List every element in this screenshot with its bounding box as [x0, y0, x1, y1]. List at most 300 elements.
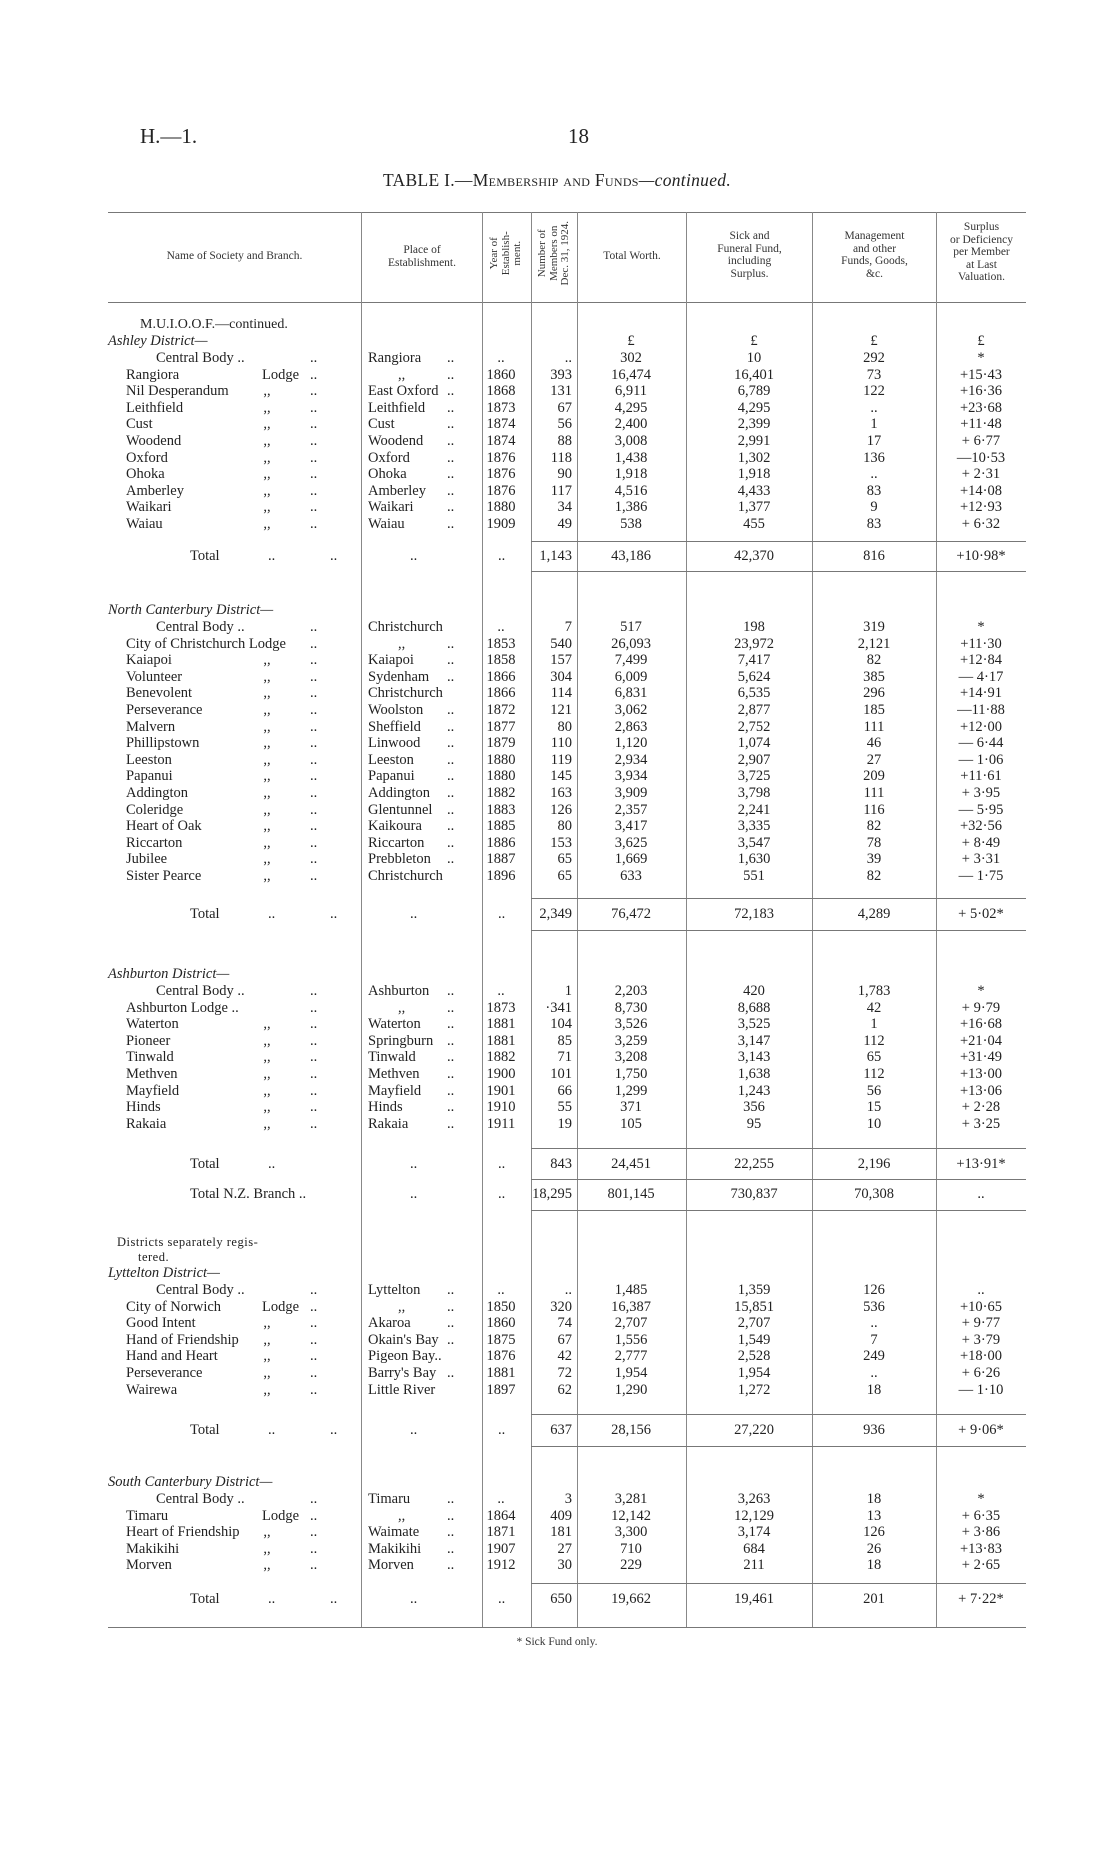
- year: 1876: [486, 449, 516, 466]
- total-worth: 6,911: [614, 383, 648, 400]
- branch-name: City of Christchurch Lodge: [126, 635, 286, 652]
- surplus: +11·30: [960, 635, 1002, 652]
- surplus: —11·88: [957, 702, 1005, 718]
- surplus: + 8·49: [961, 834, 1001, 851]
- leader-dots: ..: [310, 1049, 318, 1066]
- surplus: +10·65: [959, 1298, 1002, 1315]
- table-row: [0, 835, 1114, 852]
- members: 157: [550, 652, 572, 669]
- place: Prebbleton: [368, 851, 431, 868]
- management-funds: 82: [866, 868, 882, 884]
- leader-dots: ..: [447, 1115, 455, 1132]
- year: 1872: [486, 702, 516, 718]
- table-row: [0, 1557, 1114, 1574]
- year: 1853: [486, 635, 516, 652]
- leader-dots: ..: [447, 1557, 455, 1574]
- leader-dots: ..: [310, 1115, 318, 1132]
- surplus: +21·04: [959, 1032, 1002, 1049]
- leader-dots: ..: [310, 1016, 318, 1033]
- members: 117: [550, 482, 572, 499]
- total-worth: 2,777: [614, 1348, 648, 1365]
- table-row: [0, 1016, 1114, 1033]
- total-worth: 2,707: [614, 1315, 648, 1332]
- ditto-mark: ,,: [263, 1557, 271, 1574]
- place: Rangiora: [368, 350, 422, 366]
- report-code: H.—1.: [140, 124, 198, 148]
- leader-dots: ..: [447, 718, 455, 735]
- year: 1877: [486, 718, 516, 735]
- sick-fund: 95: [746, 1115, 762, 1132]
- place: Akaroa: [368, 1315, 411, 1332]
- members: 304: [550, 668, 572, 685]
- management-funds: 1: [870, 416, 878, 433]
- members: 56: [557, 416, 572, 433]
- total-worth: 302: [620, 350, 642, 366]
- leader-dots: ..: [310, 1524, 318, 1541]
- members: 27: [557, 1540, 572, 1557]
- total-worth: 371: [620, 1099, 642, 1116]
- sick-fund: 23,972: [734, 635, 774, 652]
- leader-dots: ..: [447, 1298, 455, 1315]
- ditto-mark: ,,: [263, 1115, 271, 1132]
- sick-fund: 1,359: [737, 1282, 771, 1298]
- year: 1910: [486, 1099, 516, 1116]
- management-funds: 26: [866, 1540, 882, 1557]
- leader-dots: ..: [447, 983, 455, 999]
- leader-dots: ..: [447, 466, 455, 483]
- members: 42: [557, 1348, 572, 1365]
- total-worth: 3,281: [614, 1491, 648, 1507]
- leader-dots: ..: [447, 482, 455, 499]
- members: 153: [550, 834, 572, 851]
- leader-dots: ..: [447, 785, 455, 801]
- management-funds: 126: [863, 1282, 885, 1298]
- leader-dots: ..: [310, 685, 318, 702]
- surplus: — 6·44: [958, 735, 1004, 752]
- table-row: [0, 752, 1114, 769]
- district-heading: Lyttelton District—: [108, 1265, 220, 1281]
- members: 163: [550, 785, 572, 801]
- ditto-mark: ,,: [263, 751, 271, 768]
- table-row: [0, 433, 1114, 450]
- year: 1874: [486, 433, 516, 449]
- leader-dots: ..: [447, 635, 455, 652]
- year: 1909: [486, 516, 516, 532]
- surplus: +13·00: [959, 1066, 1002, 1082]
- management-funds: 296: [863, 685, 885, 702]
- management-funds: 18: [866, 1557, 882, 1574]
- branch-name: Rakaia: [126, 1115, 167, 1132]
- total-worth: 1,120: [614, 735, 648, 752]
- sick-fund: 2,991: [737, 433, 771, 449]
- sick-fund: 2,877: [737, 702, 771, 718]
- members: 114: [550, 685, 572, 702]
- year: 1879: [486, 735, 516, 752]
- total-row: Total .. .. .. .. 650 19,662 19,461 201 + 7·22*: [190, 1591, 1004, 1607]
- total-worth: 3,208: [614, 1049, 648, 1066]
- leader-dots: ..: [310, 999, 318, 1016]
- members: 30: [557, 1557, 572, 1574]
- ditto-mark: ,,: [263, 516, 271, 532]
- management-funds: 116: [863, 801, 885, 818]
- header-surplus: Surplus or Deficiency per Member at Last Valuation.: [950, 221, 1013, 283]
- ditto-mark: ,,: [263, 785, 271, 801]
- management-funds: 39: [866, 851, 882, 868]
- total-worth: 3,259: [614, 1032, 648, 1049]
- sick-fund: 420: [743, 983, 765, 999]
- leader-dots: ..: [310, 433, 318, 449]
- leader-dots: ..: [447, 1282, 455, 1298]
- management-funds: 1,783: [857, 983, 891, 999]
- table-row: [0, 1299, 1114, 1316]
- sick-fund: 3,147: [737, 1032, 771, 1049]
- ditto-mark: ,,: [263, 834, 271, 851]
- total-worth: 105: [620, 1115, 642, 1132]
- ditto-mark: ,,: [263, 416, 271, 433]
- ditto-mark: ,,: [263, 1524, 271, 1541]
- year: 1858: [486, 652, 516, 669]
- management-funds: 536: [863, 1298, 885, 1315]
- leader-dots: ..: [310, 668, 318, 685]
- ditto-mark: ,,: [263, 499, 271, 516]
- total-rule: [531, 1179, 1026, 1180]
- place: Woolston: [368, 702, 424, 718]
- place: Christchurch: [368, 685, 443, 702]
- members: ..: [564, 350, 572, 366]
- surplus: — 4·17: [958, 668, 1004, 685]
- sick-fund: 1,377: [737, 499, 771, 516]
- place: ,,: [398, 1298, 406, 1315]
- leader-dots: ..: [447, 1082, 455, 1099]
- leader-dots: ..: [447, 366, 455, 383]
- ditto-mark: ,,: [263, 868, 271, 884]
- total-worth: 6,009: [614, 668, 648, 685]
- total-worth: 1,290: [614, 1381, 648, 1398]
- table-row: [0, 685, 1114, 702]
- leader-dots: ..: [310, 702, 318, 718]
- leader-dots: ..: [310, 652, 318, 669]
- year: ..: [497, 350, 505, 366]
- leader-dots: ..: [447, 499, 455, 516]
- members: 66: [557, 1082, 572, 1099]
- leader-dots: ..: [310, 735, 318, 752]
- management-funds: 1: [870, 1016, 878, 1033]
- leader-dots: ..: [310, 399, 318, 416]
- district-heading: North Canterbury District—: [108, 602, 274, 618]
- branch-name: Central Body ..: [156, 1491, 245, 1507]
- surplus: +11·48: [960, 416, 1002, 433]
- members: 110: [550, 735, 572, 752]
- total-worth: 8,730: [614, 999, 648, 1016]
- ditto-mark: ,,: [263, 685, 271, 702]
- leader-dots: ..: [447, 999, 455, 1016]
- ditto-mark: ,,: [263, 718, 271, 735]
- total-row: Total .. .. .. .. 2,349 76,472 72,183 4,289 + 5·02*: [190, 906, 1004, 922]
- year: 1896: [486, 868, 516, 884]
- total-worth: 229: [620, 1557, 642, 1574]
- sick-fund: 3,335: [737, 818, 771, 835]
- total-worth: 2,400: [614, 416, 648, 433]
- sick-fund: 2,707: [737, 1315, 771, 1332]
- branch-name: Timaru: [126, 1507, 169, 1524]
- place: Oxford: [368, 449, 410, 466]
- sick-fund: 5,624: [737, 668, 771, 685]
- total-worth: 1,299: [614, 1082, 648, 1099]
- members: 65: [557, 851, 572, 868]
- header-place: Place of Establishment.: [387, 244, 457, 269]
- year: 1860: [486, 1315, 516, 1332]
- branch-name: Wairewa: [126, 1381, 178, 1398]
- place: Mayfield: [368, 1082, 422, 1099]
- place: Waterton: [368, 1016, 421, 1033]
- ditto-mark: ,,: [263, 466, 271, 483]
- members: 101: [550, 1066, 572, 1082]
- management-funds: 73: [866, 366, 882, 383]
- surplus: — 1·10: [958, 1381, 1004, 1398]
- leader-dots: ..: [310, 1540, 318, 1557]
- branch-name: Waterton: [126, 1016, 179, 1033]
- branch-name: Phillipstown: [126, 735, 200, 752]
- leader-dots: ..: [310, 868, 318, 884]
- total-rule: [531, 1583, 1026, 1584]
- sick-fund: 1,630: [737, 851, 771, 868]
- leader-dots: ..: [310, 1032, 318, 1049]
- management-funds: 9: [870, 499, 878, 516]
- management-funds: 56: [866, 1082, 882, 1099]
- total-worth: 6,831: [614, 685, 648, 702]
- members: 409: [550, 1507, 572, 1524]
- branch-name: Pioneer: [126, 1032, 171, 1049]
- table-row: [0, 636, 1114, 653]
- sick-fund: 16,401: [734, 366, 774, 383]
- total-worth: 3,008: [614, 433, 648, 449]
- place: Tinwald: [368, 1049, 416, 1066]
- sick-fund: 455: [743, 516, 765, 532]
- district-heading: Ashley District— £ £ £ £: [108, 333, 985, 349]
- leader-dots: ..: [310, 449, 318, 466]
- place: Riccarton: [368, 834, 425, 851]
- sick-fund: 1,918: [737, 466, 771, 483]
- surplus: — 5·95: [958, 801, 1004, 818]
- management-funds: 209: [863, 768, 885, 785]
- total-worth: 3,625: [614, 834, 648, 851]
- leader-dots: ..: [447, 516, 455, 532]
- place: Christchurch: [368, 868, 443, 884]
- members: 320: [550, 1298, 572, 1315]
- total-worth: 1,556: [614, 1331, 648, 1348]
- management-funds: 10: [866, 1115, 882, 1132]
- table-row: [0, 367, 1114, 384]
- place: Hinds: [368, 1099, 403, 1116]
- ditto-mark: ,,: [263, 1540, 271, 1557]
- leader-dots: ..: [447, 652, 455, 669]
- year: 1866: [486, 668, 516, 685]
- leader-dots: ..: [447, 416, 455, 433]
- header-members: Number of Members on Dec. 31, 1924.: [535, 221, 571, 286]
- members: 72: [557, 1365, 572, 1381]
- place: Glentunnel: [368, 801, 433, 818]
- leader-dots: ..: [310, 350, 318, 366]
- year: 1868: [486, 383, 516, 400]
- leader-dots: ..: [310, 383, 318, 400]
- page-number: 18: [568, 124, 589, 148]
- ditto-mark: ,,: [263, 1066, 271, 1082]
- place: ,,: [398, 999, 406, 1016]
- management-funds: 82: [866, 652, 882, 669]
- place: Morven: [368, 1557, 414, 1574]
- year: 1876: [486, 482, 516, 499]
- members: 74: [557, 1315, 572, 1332]
- management-funds: 122: [863, 383, 885, 400]
- table-row: [0, 1049, 1114, 1066]
- management-funds: 7: [870, 1331, 878, 1348]
- management-funds: 82: [866, 818, 882, 835]
- leader-dots: ..: [310, 619, 318, 635]
- sick-fund: 198: [743, 619, 765, 635]
- year: ..: [497, 1282, 505, 1298]
- branch-name: Cust: [126, 416, 153, 433]
- place: ,,: [398, 366, 406, 383]
- surplus: + 6·35: [961, 1507, 1001, 1524]
- year: 1860: [486, 366, 516, 383]
- year: 1880: [486, 768, 516, 785]
- table-row: [0, 1365, 1114, 1382]
- place: Springburn: [368, 1032, 434, 1049]
- surplus: + 6·26: [961, 1365, 1001, 1381]
- branch-name: Leithfield: [126, 399, 184, 416]
- leader-dots: ..: [310, 482, 318, 499]
- table-row: [0, 483, 1114, 500]
- place: ,,: [398, 635, 406, 652]
- ditto-mark: ,,: [263, 433, 271, 449]
- year: 1881: [486, 1365, 516, 1381]
- table-row: [0, 735, 1114, 752]
- leader-dots: ..: [447, 834, 455, 851]
- year: 1911: [486, 1115, 516, 1132]
- total-rule: [531, 898, 1026, 899]
- leader-dots: ..: [447, 1315, 455, 1332]
- table-row: [0, 818, 1114, 835]
- ditto-mark: ,,: [263, 851, 271, 868]
- management-funds: ..: [870, 399, 878, 416]
- year: 1850: [486, 1298, 516, 1315]
- members: 119: [550, 751, 572, 768]
- branch-type: Lodge: [262, 366, 300, 383]
- leader-dots: ..: [310, 785, 318, 801]
- ditto-mark: ,,: [263, 1381, 271, 1398]
- branch-name: Perseverance: [126, 702, 203, 718]
- branch-name: Leeston: [126, 751, 172, 768]
- branch-name: Heart of Friendship: [126, 1524, 240, 1541]
- place: Papanui: [368, 768, 415, 785]
- branch-name: Mayfield: [126, 1082, 180, 1099]
- place: Christchurch: [368, 619, 443, 635]
- branch-name: Makikihi: [126, 1540, 180, 1557]
- leader-dots: ..: [447, 801, 455, 818]
- total-worth: 1,954: [614, 1365, 648, 1381]
- year: 1883: [486, 801, 516, 818]
- ditto-mark: ,,: [263, 1016, 271, 1033]
- table-row: [0, 669, 1114, 686]
- management-funds: 112: [863, 1032, 885, 1049]
- management-funds: ..: [870, 1365, 878, 1381]
- place: Timaru: [368, 1491, 411, 1507]
- branch-name: Central Body ..: [156, 983, 245, 999]
- leader-dots: ..: [447, 1540, 455, 1557]
- place: Ashburton: [368, 983, 430, 999]
- branch-name: Volunteer: [126, 668, 183, 685]
- leader-dots: ..: [447, 399, 455, 416]
- place: Makikihi: [368, 1540, 422, 1557]
- year: 1881: [486, 1032, 516, 1049]
- ditto-mark: ,,: [263, 482, 271, 499]
- place: Woodend: [368, 433, 424, 449]
- members: 62: [557, 1381, 572, 1398]
- members: ..: [564, 1282, 572, 1298]
- place: Rakaia: [368, 1115, 409, 1132]
- branch-name: Coleridge: [126, 801, 184, 818]
- management-funds: 292: [863, 350, 885, 366]
- members: 65: [557, 868, 572, 884]
- surplus: *: [977, 350, 985, 366]
- ditto-mark: ,,: [263, 1315, 271, 1332]
- sick-fund: 15,851: [734, 1298, 774, 1315]
- members: 49: [557, 516, 572, 532]
- ditto-mark: ,,: [263, 668, 271, 685]
- branch-name: Central Body ..: [156, 619, 245, 635]
- leader-dots: ..: [310, 768, 318, 785]
- management-funds: 112: [863, 1066, 885, 1082]
- surplus: —10·53: [956, 449, 1006, 466]
- management-funds: 78: [866, 834, 882, 851]
- year: 1887: [486, 851, 516, 868]
- place: Waikari: [368, 499, 414, 516]
- total-worth: 16,474: [611, 366, 651, 383]
- total-worth: 16,387: [611, 1298, 651, 1315]
- ditto-mark: ,,: [263, 702, 271, 718]
- members: 88: [557, 433, 572, 449]
- leader-dots: ..: [447, 1507, 455, 1524]
- total-rule: [531, 1446, 1026, 1447]
- leader-dots: ..: [447, 735, 455, 752]
- year: 1882: [486, 1049, 516, 1066]
- total-worth: 517: [620, 619, 642, 635]
- place: Little River: [368, 1381, 436, 1398]
- branch-name: Waiau: [126, 516, 163, 532]
- leader-dots: ..: [310, 1066, 318, 1082]
- members: 1: [564, 983, 572, 999]
- management-funds: 13: [866, 1507, 882, 1524]
- org-heading: M.U.I.O.O.F.—continued.: [140, 317, 288, 332]
- total-worth: 1,750: [614, 1066, 648, 1082]
- total-worth: 3,526: [614, 1016, 648, 1033]
- total-worth: 1,485: [614, 1282, 648, 1298]
- management-funds: 83: [866, 482, 882, 499]
- surplus: +12·84: [959, 652, 1002, 669]
- surplus: + 3·86: [961, 1524, 1001, 1541]
- branch-name: City of Norwich: [126, 1298, 222, 1315]
- leader-dots: ..: [447, 1066, 455, 1082]
- members: 104: [550, 1016, 572, 1033]
- management-funds: ..: [870, 1315, 878, 1332]
- leader-dots: ..: [310, 1331, 318, 1348]
- surplus: +11·61: [960, 768, 1002, 785]
- year: 1885: [486, 818, 516, 835]
- table-row: [0, 1066, 1114, 1083]
- branch-name: Kaiapoi: [126, 652, 172, 669]
- branch-name: Amberley: [126, 482, 184, 499]
- table-bottom-rule: [108, 1627, 1026, 1628]
